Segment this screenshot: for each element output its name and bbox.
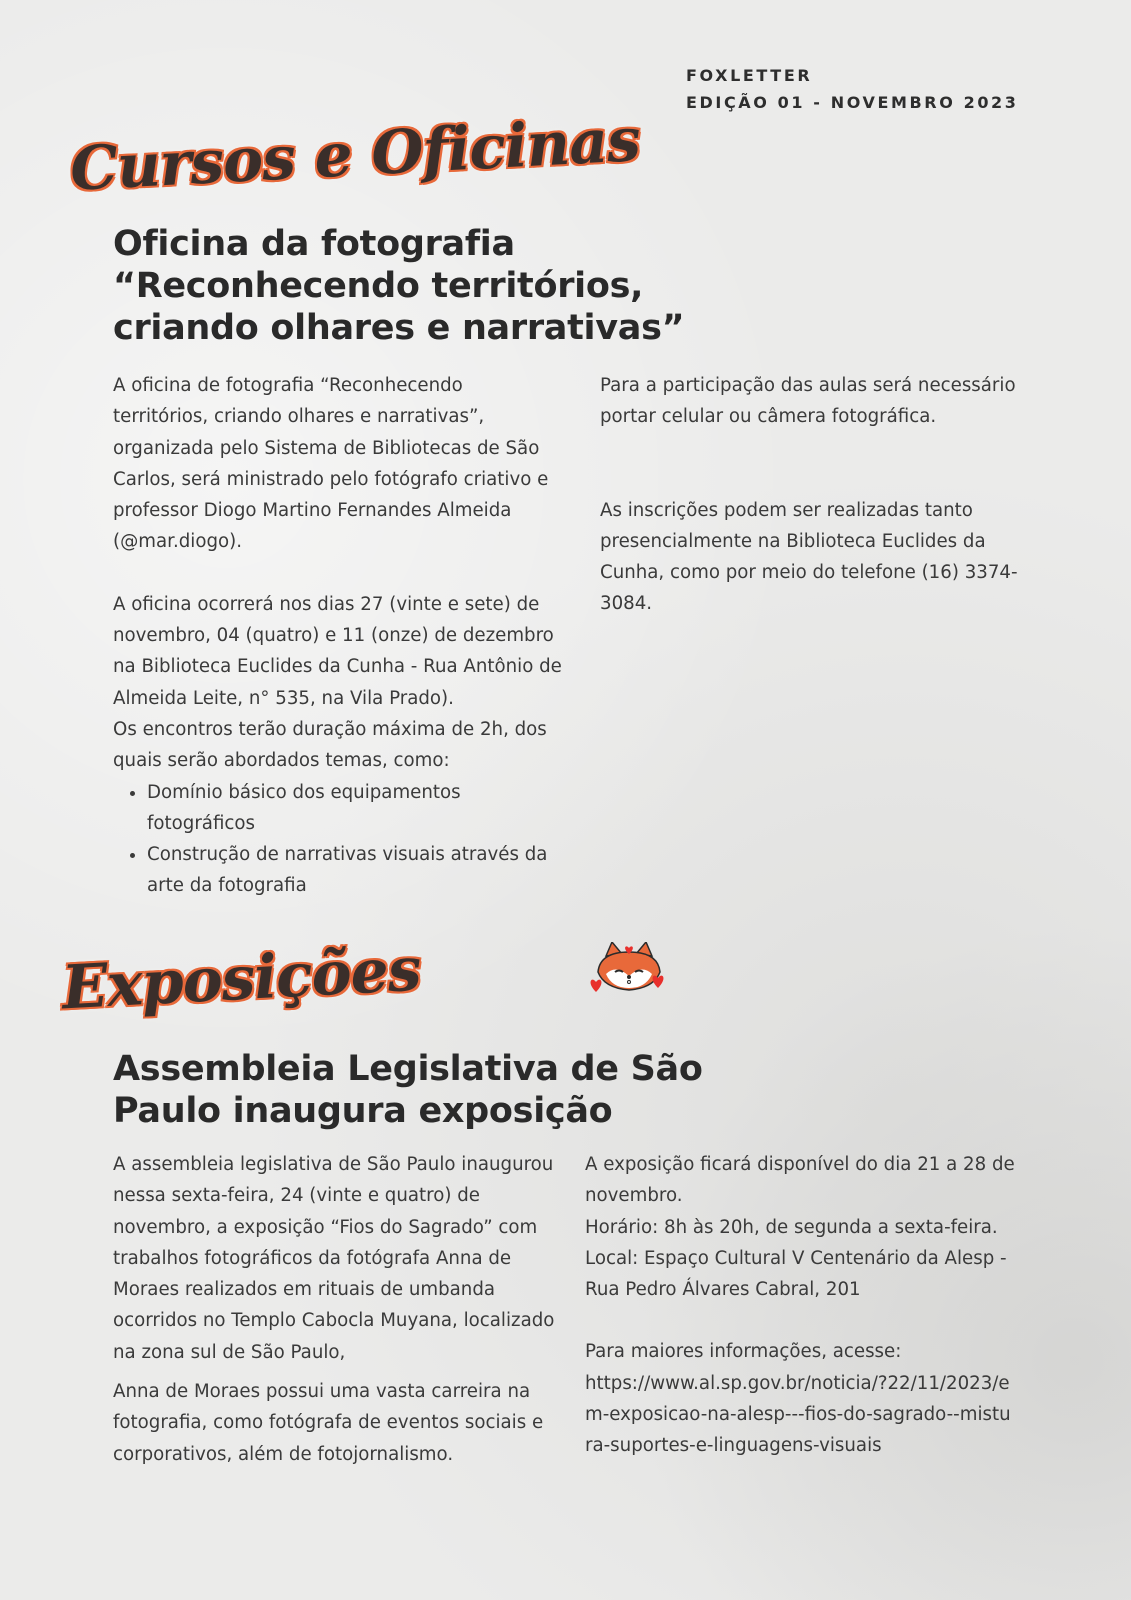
oficina-column-right [600, 370, 1020, 620]
list-item: • Construção de narrativas visuais através da arte da fotografia [147, 839, 563, 902]
exposicao-column-right [585, 1149, 1015, 1462]
headline-line: Assembleia Legislativa de São [113, 1049, 703, 1089]
info-link[interactable]: https://www.al.sp.gov.br/noticia/?22/11/2023/em-exposicao-na-alesp---fios-do-sagrado--mistura-suportes-e-linguagens-visuais [585, 1372, 1011, 1457]
paragraph: A oficina de fotografia “Reconhecendo territórios, criando olhares e narrativas”, organizada pelo Sistema de Bibliotecas de São Carlos, será ministrado pelo fotógrafo criativo e professor Diogo Martino Fernandes Almeida (@mar.diogo). [113, 375, 549, 553]
section-title-exposicoes: Exposições [60, 934, 423, 1024]
paragraph: Horário: 8h às 20h, de segunda a sexta-feira. Local: Espaço Cultural V Centenário da Alesp - Rua Pedro Álvares Cabral, 201 [585, 1216, 1007, 1301]
paragraph: A assembleia legislativa de São Paulo inaugurou nessa sexta-feira, 24 (vinte e quatro) de novembro, a exposição “Fios do Sagrado” com trabalhos fotográficos da fotógrafa Anna de Moraes realizados em rituais de umbanda ocorridos no Templo Cabocla Muyana, localizado na zona sul de São Paulo, [113, 1154, 555, 1363]
article-headline-oficina [113, 223, 813, 349]
paragraph: A exposição ficará disponível do dia 21 a 28 de novembro. [585, 1154, 1015, 1207]
headline-line: Paulo inaugura exposição [113, 1091, 613, 1131]
paragraph: As inscrições podem ser realizadas tanto presencialmente na Biblioteca Euclides da Cunha, como por meio do telefone (16) 3374-3084. [600, 499, 1018, 615]
paragraph: A oficina ocorrerá nos dias 27 (vinte e sete) de novembro, 04 (quatro) e 11 (onze) de dezembro na Biblioteca Euclides da Cunha - Rua Antônio de Almeida Leite, n° 535, na Vila Prado). [113, 593, 562, 709]
article-headline-assembleia [113, 1048, 833, 1132]
newsletter-header [686, 62, 1019, 116]
list-item: • Domínio básico dos equipamentos fotográficos [147, 777, 563, 840]
headline-line: Oficina da fotografia [113, 224, 515, 264]
paragraph: Anna de Moraes possui uma vasta carreira na fotografia, como fotógrafa de eventos sociais e corporativos, além de fotojornalismo. [113, 1381, 544, 1465]
section-title-cursos: Cursos e Oficinas [68, 105, 642, 205]
headline-line: criando olhares e narrativas” [113, 308, 685, 348]
paragraph: Os encontros terão duração máxima de 2h, dos quais serão abordados temas, como: [113, 718, 547, 772]
oficina-column-left [113, 370, 563, 902]
headline-line: “Reconhecendo territórios, [113, 266, 644, 306]
brand-name: FOXLETTER [686, 66, 813, 85]
topics-list [113, 777, 563, 902]
paragraph: Para a participação das aulas será necessário portar celular ou câmera fotográfica. [600, 375, 1016, 428]
exposicao-column-left [113, 1149, 558, 1470]
paragraph: Para maiores informações, acesse: [585, 1341, 902, 1363]
edition-label: EDIÇÃO 01 - NOVEMBRO 2023 [686, 93, 1019, 112]
fox-with-hearts-icon [588, 942, 670, 1002]
